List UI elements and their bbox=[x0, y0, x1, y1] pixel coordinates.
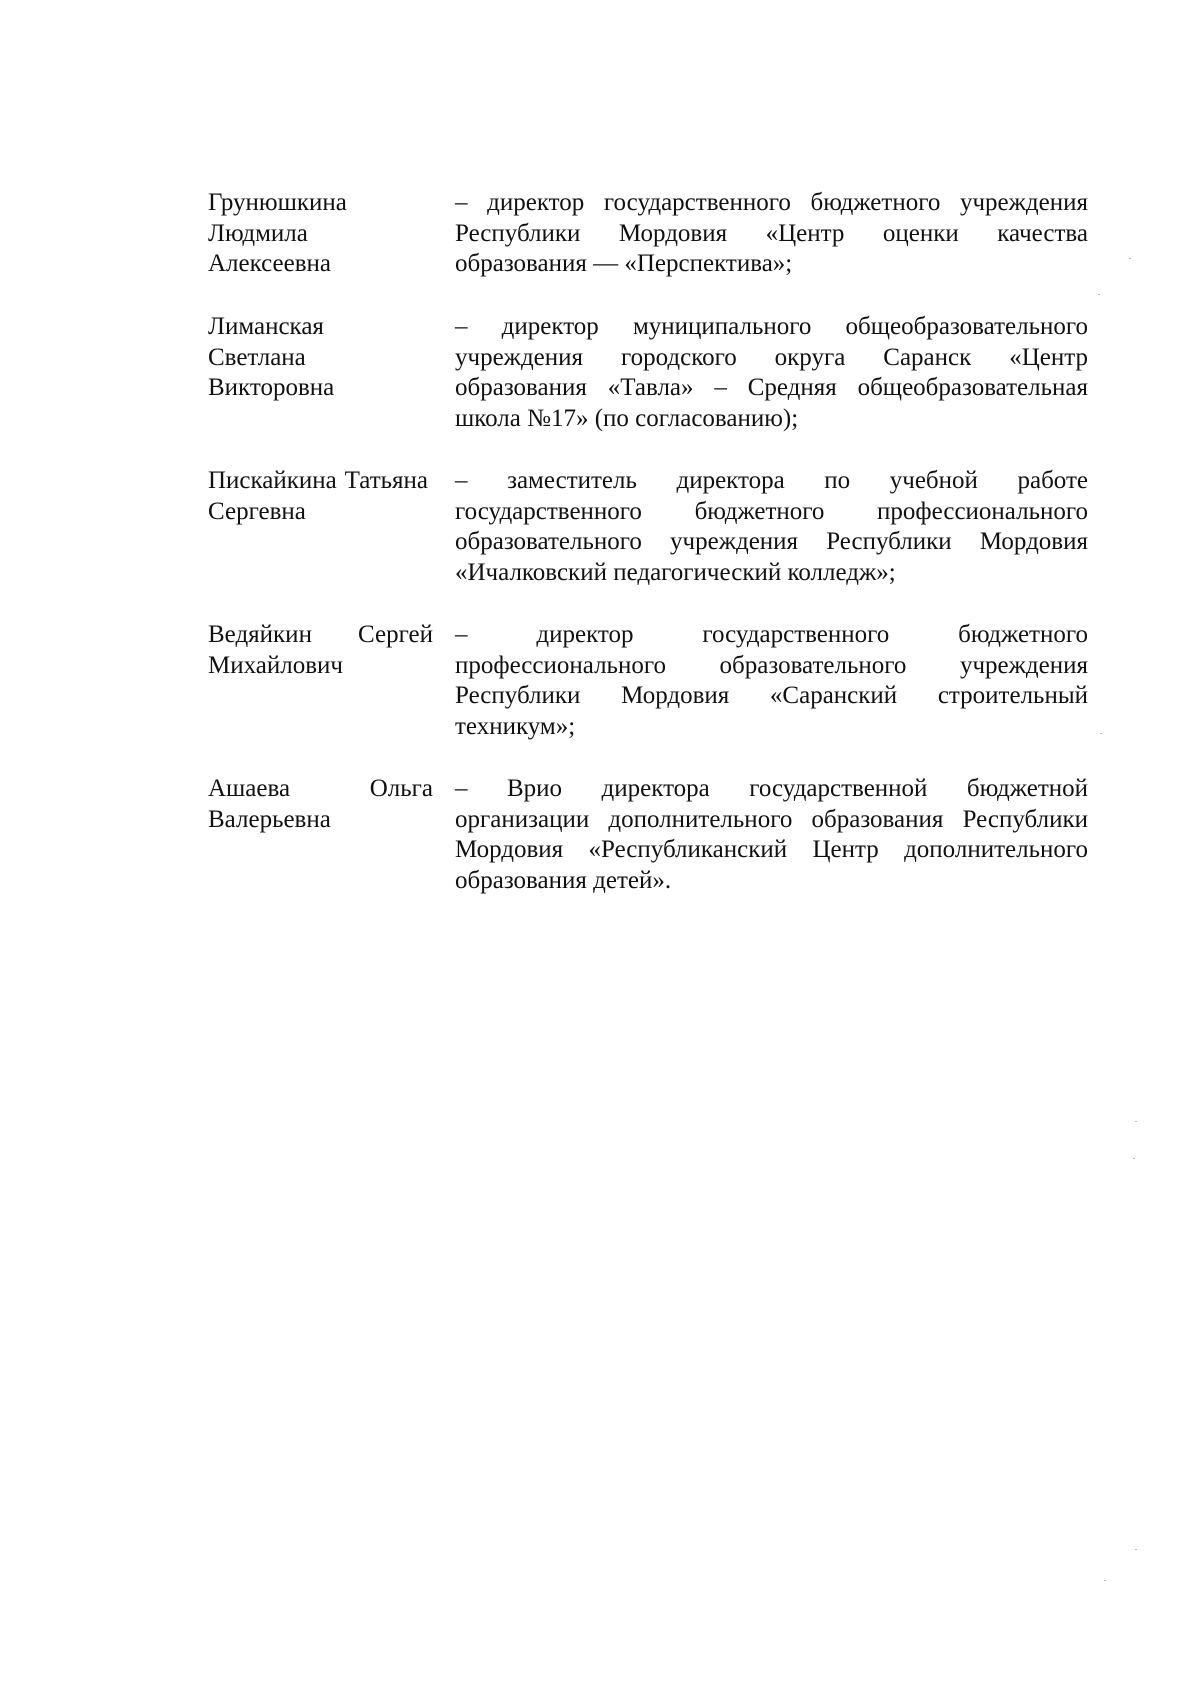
member-position: – Врио директора государственной бюджетной организации дополнительного образования Республики Мордовия «Республиканский Центр дополнительного образования детей». bbox=[455, 775, 1088, 894]
scan-speck bbox=[1104, 1580, 1106, 1581]
scan-speck bbox=[1098, 294, 1100, 295]
member-name: Пискайкина Татьяна Сергевна bbox=[208, 467, 428, 525]
member-name: Ашаева Ольга Валерьевна bbox=[208, 775, 433, 833]
member-name: Лиманская Светлана Викторовна bbox=[208, 313, 335, 401]
member-position: – директор государственного бюджетного профессионального образовательного учреждения Республики Мордовия «Саранский строительный техникум»; bbox=[455, 621, 1088, 740]
scan-speck bbox=[1129, 258, 1131, 259]
scan-speck bbox=[1135, 1121, 1137, 1122]
member-position: – директор государственного бюджетного учреждения Республики Мордовия «Центр оценки качества образования — «Перспектива»; bbox=[455, 189, 1088, 277]
member-name: Ведяйкин Сергей Михайлович bbox=[208, 621, 433, 679]
member-position: – директор муниципального общеобразовательного учреждения городского округа Саранск «Центр образования «Тавла» – Средняя общеобразовательная школа №17» (по согласованию); bbox=[455, 313, 1088, 432]
scan-speck bbox=[1133, 1158, 1135, 1159]
member-position: – заместитель директора по учебной работе государственного бюджетного профессионального образовательного учреждения Республики Мордовия «Ичалковский педагогический колледж»; bbox=[455, 467, 1088, 586]
scan-speck bbox=[1100, 733, 1102, 734]
member-name: Грунюшкина Людмила Алексеевна bbox=[208, 189, 347, 277]
scan-speck bbox=[1135, 1549, 1137, 1550]
